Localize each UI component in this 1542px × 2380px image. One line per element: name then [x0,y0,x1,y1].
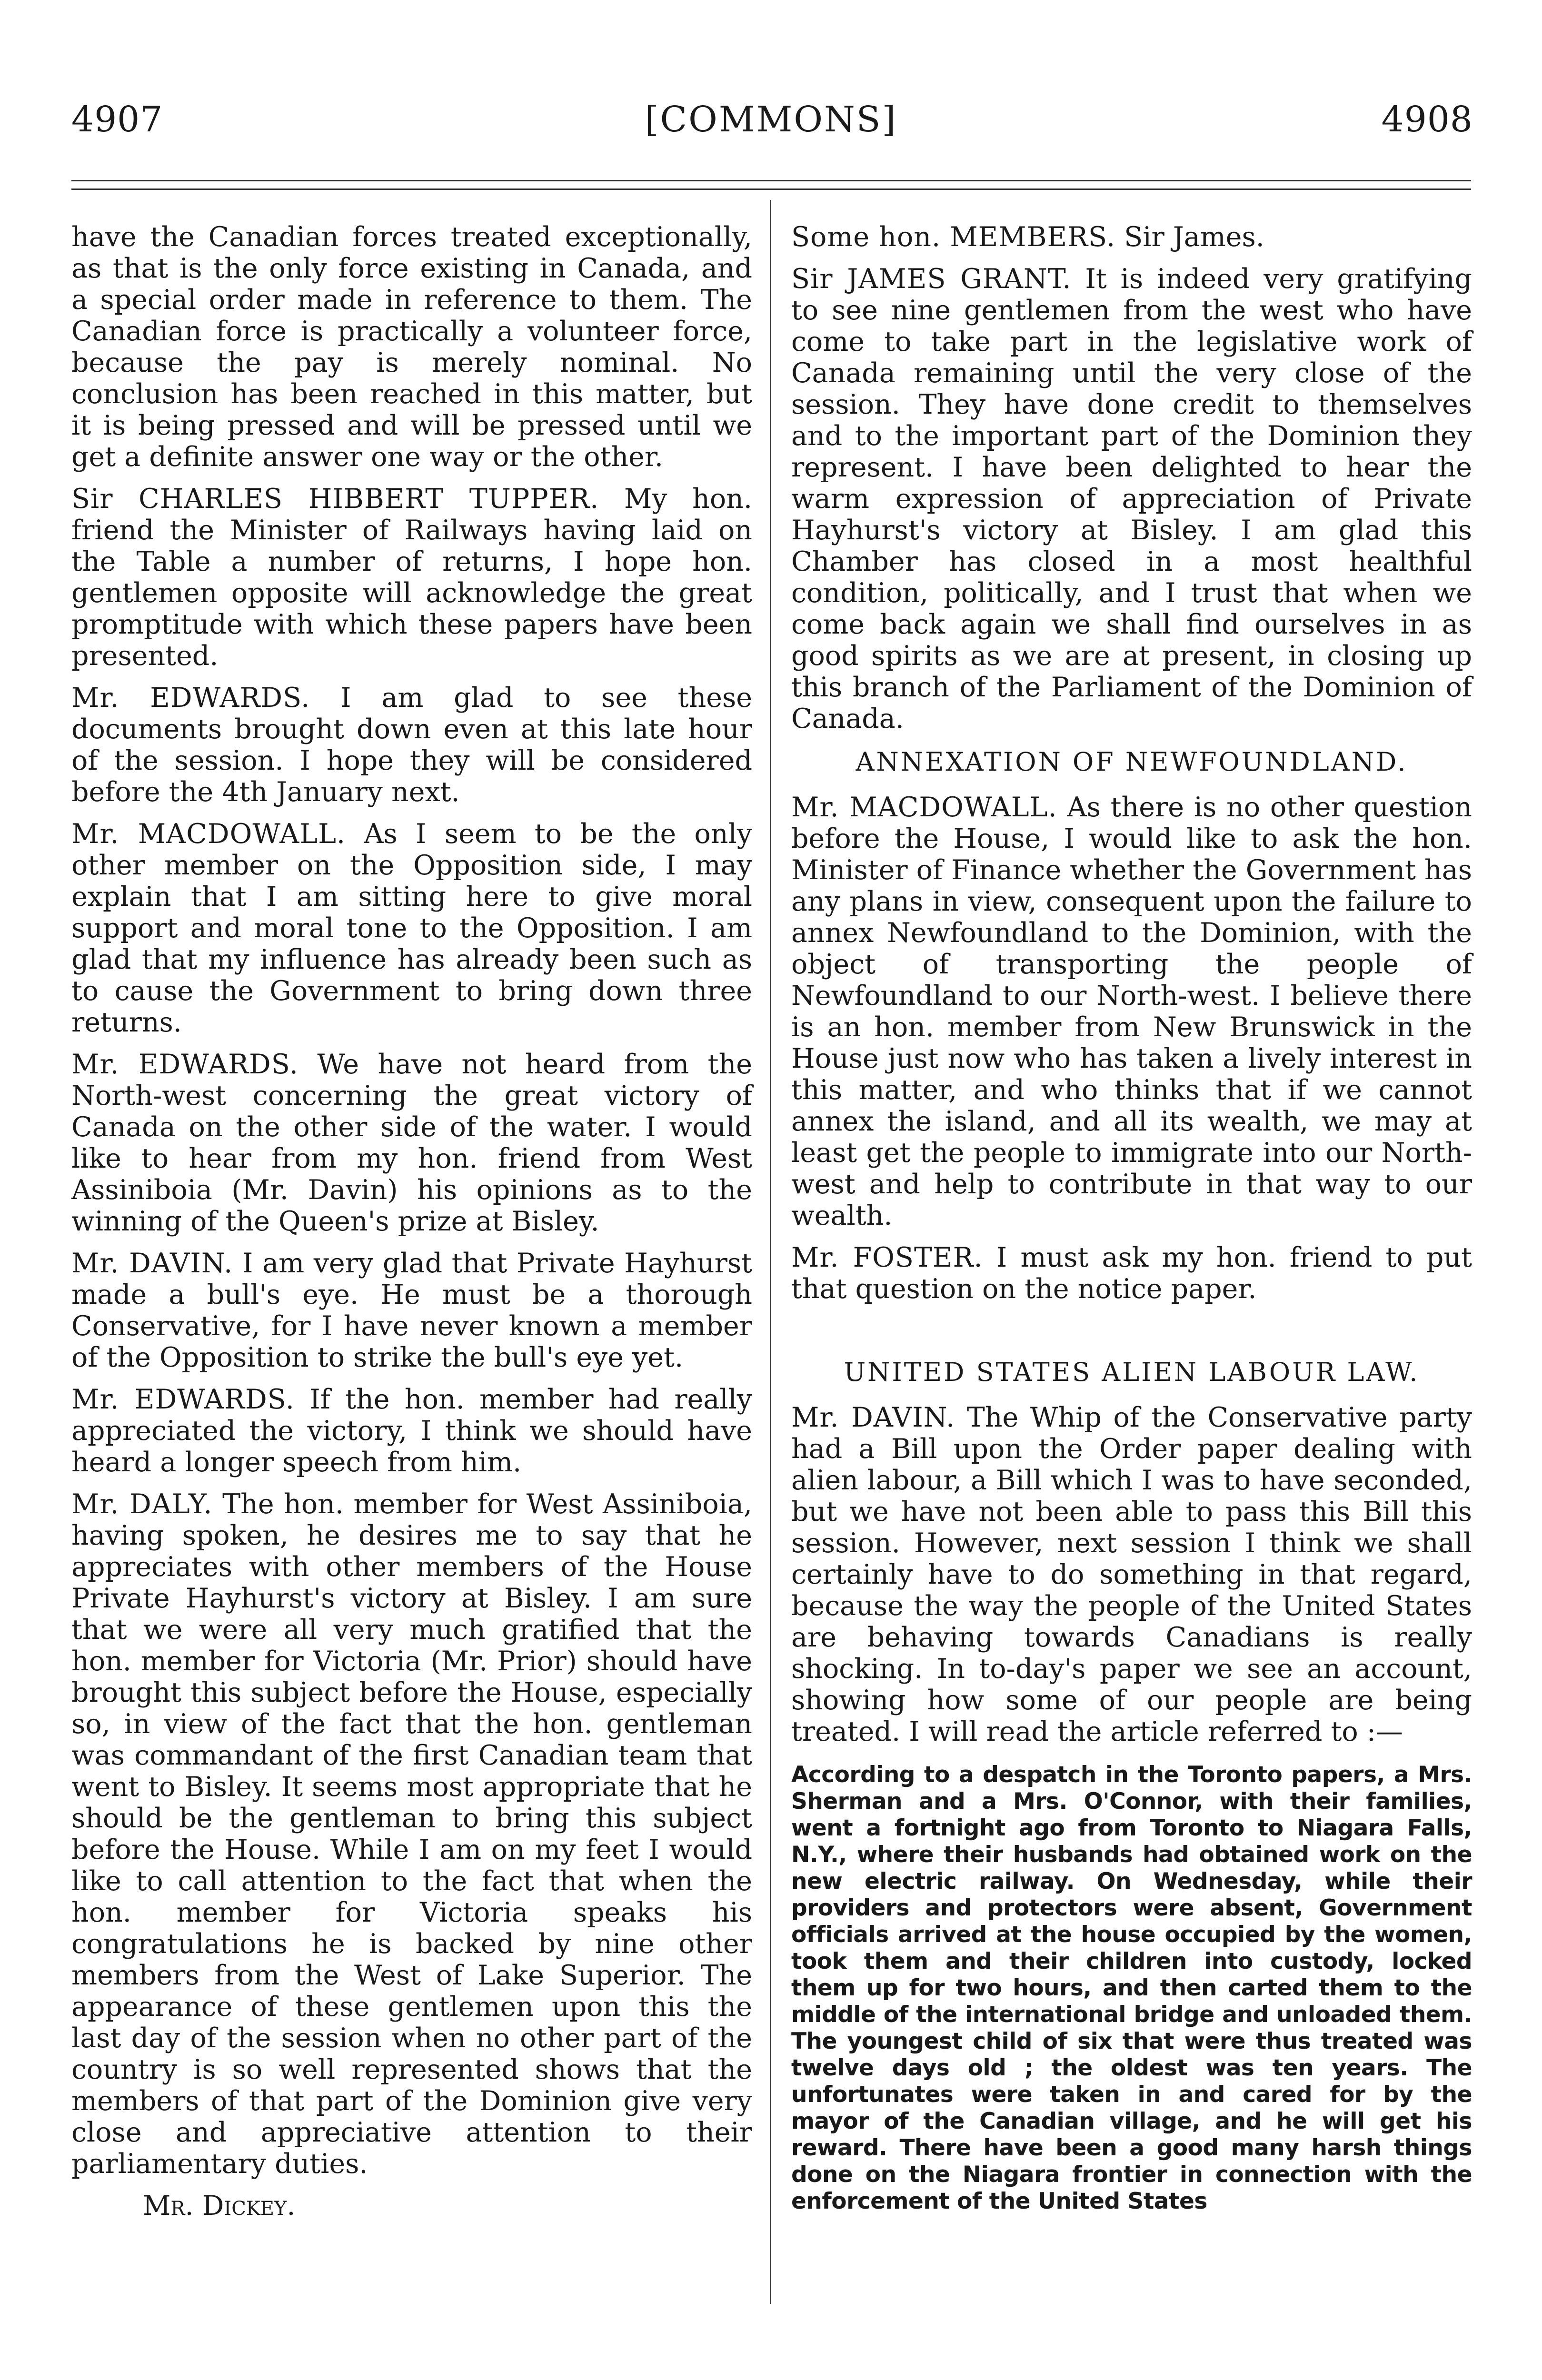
speech-text: I am glad to see these documents brought down even at this late hour of the session. I hope they will be considered before the 4th January next. [71,682,752,808]
speech-text: Sir James. [1124,221,1264,253]
speech-foster [791,1242,1472,1305]
column-divider [770,200,771,2304]
speech-macdowall-2 [791,792,1472,1231]
speech-text: As there is no other question before the House, I would like to ask the hon. Minister of Finance whether the Government has any plans in view, consequent upon the failure to annex Newfoundland to the Dominion, with the object of transporting the people of Newfoundland to our North-west. I believe there is an hon. member from New Brunswick in the House just now who has taken a lively interest in this matter, and who thinks that if we cannot annex the island, and all its wealth, we may at least get the people to immigrate into our North-west and help to contribute in that way to our wealth. [791,792,1472,1231]
header-rule-bottom [71,188,1471,190]
speech-edwards-3 [71,1384,752,1478]
speaker-name: Mr. MACDOWALL. [791,792,1057,823]
right-column [791,221,1472,2215]
speech-text: If the hon. member had really appreciated the victory, I think we should have heard a longer speech from him. [71,1384,752,1478]
page-number-right: 4908 [1381,99,1473,140]
next-speaker: Mr. Dickey. [143,2190,296,2221]
speech-text: My hon. friend the Minister of Railways having laid on the Table a number of returns, I hope hon. gentlemen opposite will acknowledge the great promptitude with which these papers have been presented. [71,483,752,672]
speaker-name: Some hon. MEMBERS. [791,221,1116,253]
page-number-left: 4907 [71,99,163,140]
speech-edwards-2 [71,1049,752,1237]
speaker-name: Mr. EDWARDS. [71,1049,298,1080]
speech-text: The hon. member for West Assiniboia, having spoken, he desires me to say that he appreciates with other members of the House Private Hayhurst's victory at Bisley. I am sure that we were all very much gratified that the hon. member for Victoria (Mr. Prior) should have brought this subject before the House, especially so, in view of the fact that the hon. gentleman was commandant of the first Canadian team that went to Bisley. It seems most appropriate that he should be the gentleman to bring this subject before the House. While I am on my feet I would like to call attention to the fact that when the hon. member for Victoria speaks his congratulations he is backed by nine other members from the West of Lake Superior. The appearance of these gentlemen upon this the last day of the session when no other part of the country is so well represented shows that the members of that part of the Dominion give very close and appreciative attention to their parliamentary duties. [71,1488,752,2180]
speech-tupper [71,483,752,672]
section-heading-alien-labour: UNITED STATES ALIEN LABOUR LAW. [844,1357,1420,1387]
speaker-name: Sir JAMES GRANT. [791,263,1072,295]
speaker-name: Mr. DALY. [71,1488,213,1520]
speech-members [791,221,1472,253]
speech-text: I am very glad that Private Hayhurst made a bull's eye. He must be a thorough Conservative, for I have never known a member of the Opposition to strike the bull's eye yet. [71,1248,752,1373]
speech-edwards-1 [71,682,752,808]
header-rule-top [71,180,1471,181]
paragraph-text: have the Canadian forces treated exceptionally, as that is the only force existing in Canada, and a special order made in reference to them. The Canadian force is practically a volunteer force, because the pay is merely nominal. No conclusion has been reached in this matter, but it is being pressed and will be pressed until we get a definite answer one way or the other. [71,221,752,473]
speaker-name: Mr. DAVIN. [71,1248,233,1279]
speech-macdowall-1 [71,818,752,1038]
speech-text: The Whip of the Conservative party had a Bill upon the Order paper dealing with alien labour, a Bill which I was to have seconded, but we have not been able to pass this Bill this session. However, next session I think we shall certainly have to do something in that regard, because the way the people of the United States are behaving towards Canadians is really shocking. In to-day's paper we see an account, showing how some of our people are being treated. I will read the article referred to :— [791,1402,1472,1747]
chamber-title: [COMMONS] [645,99,897,140]
speech-text: As I seem to be the only other member on the Opposition side, I may explain that I am sitting here to give moral support and moral tone to the Opposition. I am glad that my influence has already been such as to cause the Government to bring down three returns. [71,818,753,1038]
speaker-name: Mr. EDWARDS. [71,1384,295,1415]
speech-davin-2 [791,1402,1472,1747]
page-header [0,0,1542,171]
left-column [71,221,752,2221]
speaker-name: Mr. EDWARDS. [71,682,310,714]
speech-daly [71,1488,752,2180]
section-heading-newfoundland: ANNEXATION OF NEWFOUNDLAND. [856,747,1408,777]
speech-text: It is indeed very gratifying to see nine gentlemen from the west who have come to take part in the legislative work of Canada remaining until the very close of the session. They have done credit to themselves and to the important part of the Dominion they represent. I have been delighted to hear the warm expression of appreciation of Private Hayhurst's victory at Bisley. I am glad this Chamber has closed in a most healthful condition, politically, and I trust that when we come back again we shall find ourselves in as good spirits as we are at present, in closing up this branch of the Parliament of the Dominion of Canada. [791,263,1472,734]
speech-grant [791,263,1472,734]
paragraph-continuation [71,221,752,473]
speaker-name: Sir CHARLES HIBBERT TUPPER. [71,483,599,515]
quoted-article: According to a despatch in the Toronto papers, a Mrs. Sherman and a Mrs. O'Connor, with their families, went a fortnight ago from Toronto to Niagara Falls, N.Y., where their husbands had obtained work on the new electric railway. On Wednesday, while their providers and protectors were absent, Government officials arrived at the house occupied by the women, took them and their children into custody, locked them up for two hours, and then carted them to the middle of the international bridge and unloaded them. The youngest child of six that were thus treated was twelve days old ; the oldest was ten years. The unfortunates were taken in and cared for by the mayor of the Canadian village, and he will get his reward. There have been a good many harsh things done on the Niagara frontier in connection with the enforcement of the United States [791,1762,1472,2214]
speech-text: We have not heard from the North-west concerning the great victory of Canada on the other side of the water. I would like to hear from my hon. friend from West Assiniboia (Mr. Davin) his opinions as to the winning of the Queen's prize at Bisley. [71,1049,753,1237]
speaker-name: Mr. FOSTER. [791,1242,983,1273]
speech-text: I must ask my hon. friend to put that question on the notice paper. [791,1242,1472,1305]
speech-davin-1 [71,1248,752,1373]
speaker-name: Mr. MACDOWALL. [71,818,346,850]
speaker-name: Mr. DAVIN. [791,1402,955,1433]
